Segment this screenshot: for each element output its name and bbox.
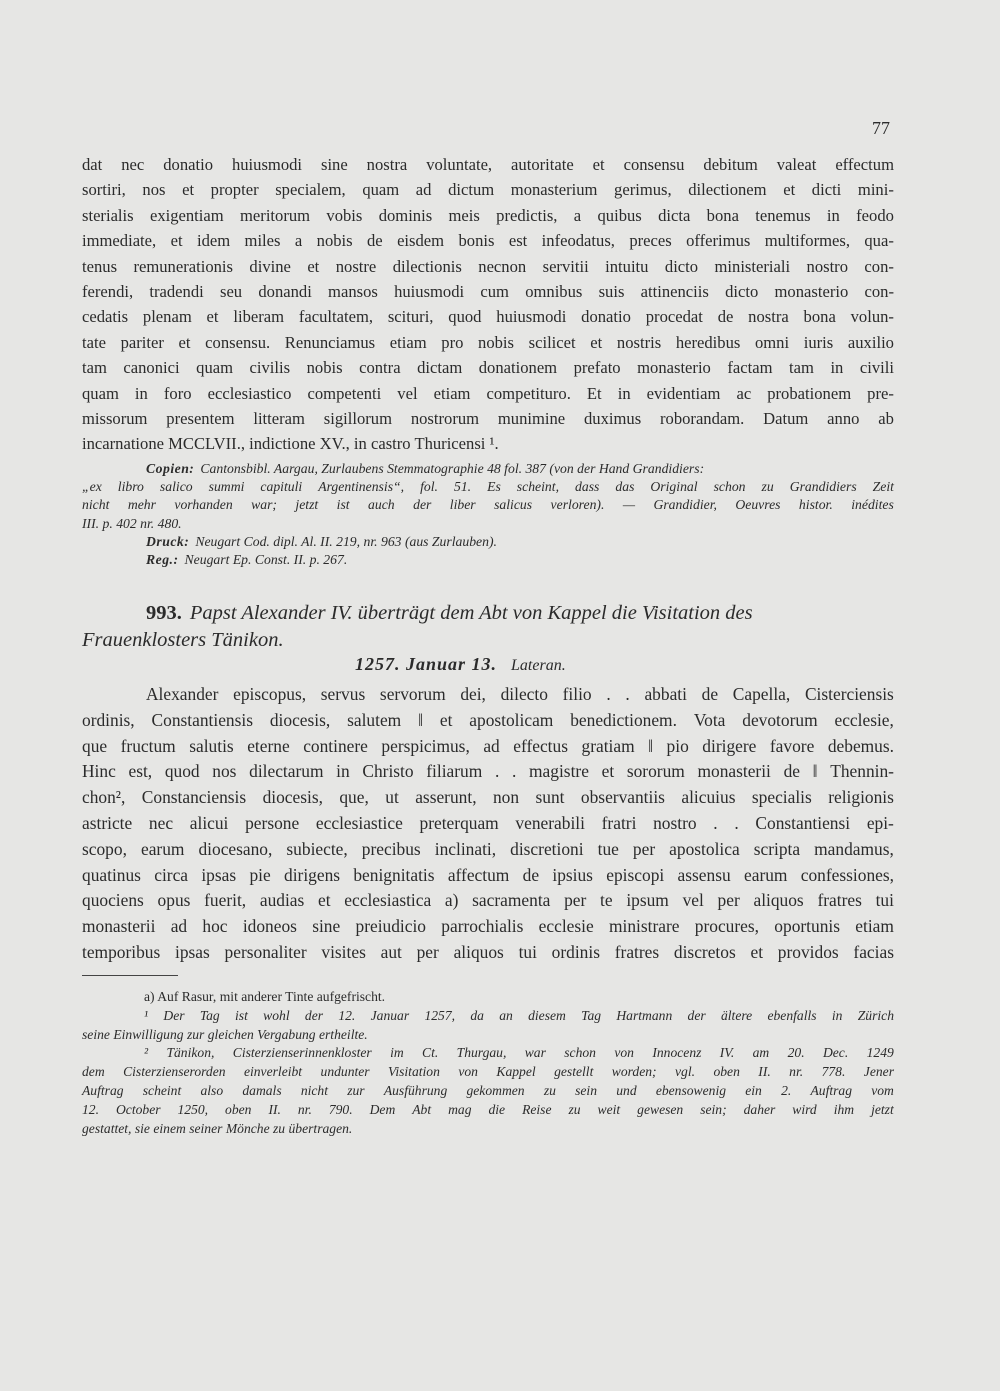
text-line: quam in foro ecclesiastico competenti vel etiam competituro. Et in evidentiam ac probationem pre-	[82, 383, 894, 403]
text-line: monasterii ad hoc idoneos sine preiudicio parrochialis ecclesie ministrare procures, oportunis etiam	[82, 916, 894, 937]
text-line: scopo, earum diocesano, subiecte, precibus inclinati, discretioni tue per apostolica scripta mandamus,	[82, 838, 894, 859]
footnotes	[82, 988, 894, 1138]
footnote-divider	[82, 975, 178, 976]
text-line: temporibus ipsas personaliter visites aut per aliquos tui ordinis fratres discretos et providos facias	[82, 941, 894, 962]
text-line: ferendi, tradendi seu donandi mansos huiusmodi cum omnibus suis attinenciis dicto monasterio con-	[82, 281, 894, 301]
source-line: nicht mehr vorhanden war; jetzt ist auch der liber salicus verloren). — Grandidier, Oeuvres histor. inédites	[82, 497, 894, 513]
text-line: chon², Constanciensis diocesis, que, ut asserunt, non sunt observantiis alicuius specialis religionis	[82, 787, 894, 808]
heading-line	[82, 600, 894, 627]
footnote-1-cont: seine Einwilligung zur gleichen Vergabung ertheilte.	[82, 1026, 368, 1042]
text-line: cedatis plenam et liberam facultatem, scituri, quod huiusmodi donatio procedat de nostra bona volun-	[82, 307, 894, 327]
text-line: quociens opus fuerit, audias et ecclesiastica a) sacramenta per te ipsum vel per aliquos fratres tui	[82, 890, 894, 911]
copien-line: Copien: Cantonsbibl. Aargau, Zurlaubens Stemmatographie 48 fol. 387 (von der Hand Grandidiers:	[82, 460, 894, 478]
footnote-2-cont: Auftrag scheint also damals nicht zur Ausführung gekommen zu sein und ebensowenig ein 2. Auftrag vom	[82, 1082, 894, 1098]
reg-label: Reg.:	[146, 551, 179, 567]
text-line: que fructum salutis eterne continere perspicimus, ad effectus gratiam ‖ pio dirigere favore debemus.	[82, 735, 894, 756]
text-line: tam canonici quam civilis nobis contra dictam donationem prefato monasterio factam tam in civili	[82, 358, 894, 378]
date-text: 1257. Januar 13.	[355, 654, 498, 674]
footnote-a: a) Auf Rasur, mit anderer Tinte aufgefrischt.	[144, 989, 386, 1004]
heading-title-line1: Papst Alexander IV. überträgt dem Abt von Kappel die Visitation des	[189, 602, 753, 624]
text-line: incarnatione MCCLVII., indictione XV., in castro Thuricensi ¹.	[82, 434, 499, 454]
text-line: tate pariter et consensu. Renunciamus etiam pro nobis scilicet et nostris heredibus omni iuris auxilio	[82, 332, 894, 352]
text-line: astricte nec alicui persone ecclesiastice preterquam venerabili fratri nostro . . Constantiensi epi-	[82, 812, 894, 833]
druck-line: Druck: Neugart Cod. dipl. Al. II. 219, nr. 963 (aus Zurlauben).	[82, 533, 894, 551]
footnote-2-cont: gestattet, sie einem seiner Mönche zu übertragen.	[82, 1120, 353, 1136]
footnote-2-cont: dem Cisterzienserorden einverleibt undunter Visitation von Kappel gestellt worden; vgl. oben II. nr. 778. Jener	[82, 1064, 894, 1080]
paragraph-continuation	[82, 152, 894, 457]
source-line: „ex libro salico summi capituli Argentinensis“, fol. 51. Es scheint, dass das Original schon zu Grandidiers Zeit	[82, 479, 894, 495]
copien-label: Copien:	[146, 461, 195, 476]
text-line: tenus remunerationis divine et nostre dilectionis necnon servitii intuitu dicto ministeriali nostro con-	[82, 256, 894, 276]
page-number: 77	[872, 118, 890, 138]
druck-label: Druck:	[146, 533, 190, 549]
text-line: quatinus circa ipsas pie dirigens benignitatis affectum de ipsius episcopi assensu earum confessiones,	[82, 864, 894, 885]
text-line: Hinc est, quod nos dilectarum in Christo filiarum . . magistre et sororum monasterii de ‖ Thennin-	[82, 761, 894, 782]
text-line: sterialis exigentiam meritorum vobis dominis meis predictis, a quibus dicta bona tenemus in feodo	[82, 205, 894, 225]
source-line: III. p. 402 nr. 480.	[82, 515, 182, 531]
place-text: Lateran.	[511, 657, 566, 674]
source-notes	[82, 460, 894, 569]
text-line: ordinis, Constantiensis diocesis, salutem ‖ et apostolicam benedictionem. Vota devotorum ecclesie,	[82, 709, 894, 730]
document-number: 993.	[146, 602, 182, 624]
footnote-1: ¹ Der Tag ist wohl der 12. Januar 1257, da an diesem Tag Hartmann der ältere ebenfalls in Zürich	[144, 1007, 894, 1023]
text-line: Alexander episcopus, servus servorum dei, dilecto filio . . abbati de Capella, Cisterciensis	[146, 684, 894, 704]
document-heading	[82, 600, 894, 654]
footnote-2: ² Tänikon, Cisterzienserinnenkloster im Ct. Thurgau, war schon von Innocenz IV. am 20. Dec. 1249	[144, 1045, 894, 1061]
text-line: immediate, et idem miles a nobis de eisdem bonis est infeodatus, preces offerimus multiformes, qua-	[82, 231, 894, 251]
charter-text	[82, 682, 894, 966]
text-line: missorum presentem litteram sigillorum nostrorum munimine duximus roborandam. Datum anno ab	[82, 408, 894, 428]
reg-line: Reg.: Neugart Ep. Const. II. p. 267.	[82, 551, 894, 569]
text-line: sortiri, nos et propter specialem, quam ad dictum monasterium gerimus, dilectionem et dicti mini-	[82, 180, 894, 200]
document-date	[355, 654, 566, 675]
heading-line: Frauenklosters Tänikon.	[82, 629, 284, 651]
footnote-2-cont: 12. October 1250, oben II. nr. 790. Dem Abt mag die Reise zu weit gewesen sein; daher wird ihm jetzt	[82, 1101, 894, 1117]
text-line: dat nec donatio huiusmodi sine nostra voluntate, autoritate et consensu debitum valeat effectum	[82, 155, 894, 174]
